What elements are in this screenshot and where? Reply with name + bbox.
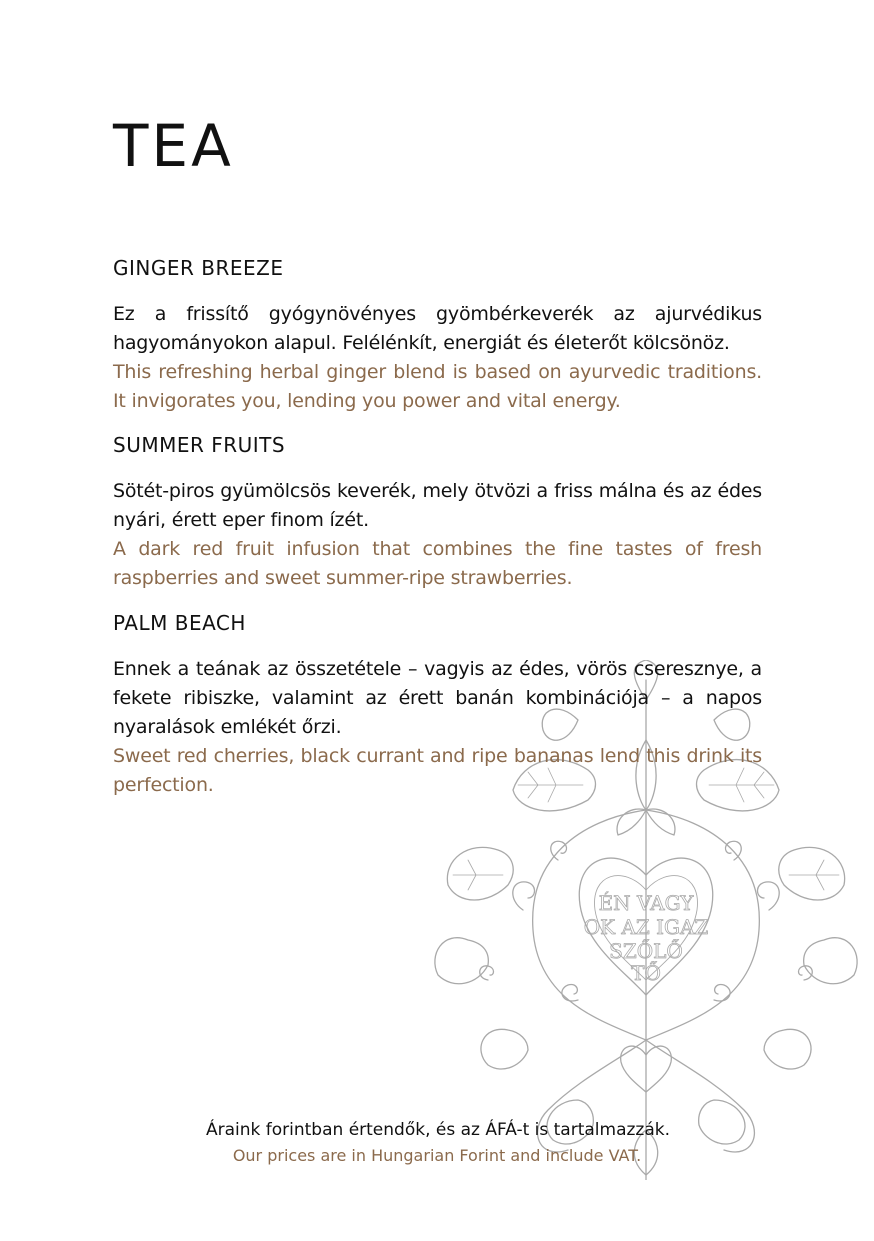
item-description-hu: Ez a frissítő gyógynövényes gyömbérkeverék az ajurvédikus hagyományokon alapul. Felélénkít, energiát és életerőt kölcsönöz. xyxy=(113,303,762,354)
price-note-hu: Áraink forintban értendők, és az ÁFÁ-t is tartalmazzák. xyxy=(205,1120,671,1140)
svg-text:ÉN VAGY: ÉN VAGY xyxy=(598,891,694,915)
tea-item-palm-beach xyxy=(113,611,762,800)
price-note-en: Our prices are in Hungarian Forint and include VAT. xyxy=(232,1146,642,1165)
item-description-hu: Sötét-piros gyümölcsös keverék, mely ötvözi a friss málna és az édes nyári, érett eper finom ízét. xyxy=(113,480,762,531)
svg-text:TŐ: TŐ xyxy=(631,961,661,985)
item-description-en: Sweet red cherries, black currant and ripe bananas lend this drink its perfection. xyxy=(113,745,762,796)
svg-text:OK AZ IGAZ: OK AZ IGAZ xyxy=(583,915,709,939)
item-description-en: This refreshing herbal ginger blend is based on ayurvedic traditions. It invigorates you, lending you power and vital energy. xyxy=(113,361,762,412)
tea-item-ginger-breeze xyxy=(113,256,762,416)
item-name: GINGER BREEZE xyxy=(113,256,284,280)
price-note xyxy=(0,1118,874,1168)
item-description-en: A dark red fruit infusion that combines the fine tastes of fresh raspberries and sweet summer-ripe strawberries. xyxy=(113,538,762,589)
item-name: PALM BEACH xyxy=(113,611,246,635)
item-description-hu: Ennek a teának az összetétele – vagyis az édes, vörös cseresznye, a fekete ribiszke, valamint az érett banán kombinációja – a napos nyaralások emlékét őrzi. xyxy=(113,658,762,738)
tea-item-summer-fruits xyxy=(113,433,762,593)
svg-text:SZŐLŐ: SZŐLŐ xyxy=(609,939,683,963)
item-name: SUMMER FRUITS xyxy=(113,433,286,457)
page-title: TEA xyxy=(113,112,234,180)
